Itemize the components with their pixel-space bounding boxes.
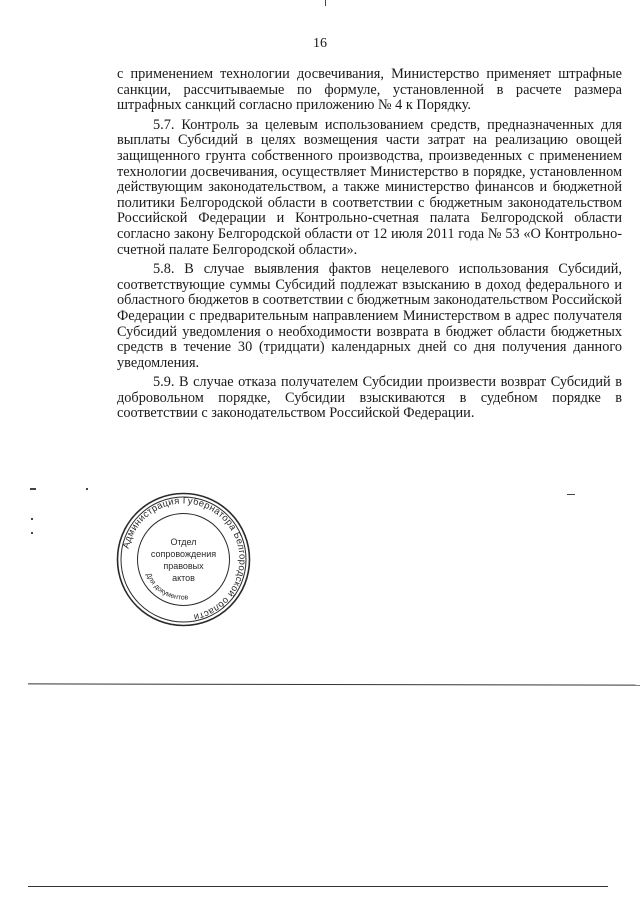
stamp-outer-text: Администрация Губернатора Белгородской области: [119, 494, 249, 624]
document-body: [117, 67, 622, 426]
scan-mark: [30, 488, 36, 490]
stamp-inner-text: Для документов: [144, 572, 189, 602]
stamp-center-line-1: Отдел: [170, 537, 197, 547]
scan-mark: [86, 488, 88, 490]
paragraph-5-8: 5.8. В случае выявления фактов нецелевого использования Субсидий, соответствующие суммы Субсидий подлежат взысканию в доход федерального и областного бюджетов в соответствии с бюджетным законодательством Российской Федерации с предварительным направлением Министерством в адрес получателя Субсидий уведомления о необходимости возврата в бюджет области бюджетных средств в течение 30 (тридцати) календарных дней со дня получения данного уведомления.: [117, 261, 622, 371]
stamp-center-line-2: сопровождения: [150, 549, 217, 559]
paragraph-5-7: 5.7. Контроль за целевым использованием средств, предназначенных для выплаты Субсидий в целях возмещения части затрат на реализацию овощей защищенного грунта собственного производства, произведенных с применением технологии досвечивания, осуществляет Министерство в порядке, установленном действующим законодательством, а также министерство финансов и бюджетной политики Белгородской области в соответствии с бюджетным законодательством Российской Федерации и Контрольно-счетная палата Белгородской области согласно закону Белгородской области от 12 июля 2011 года № 53 «О Контрольно-счетной палате Белгородской области».: [117, 116, 622, 258]
paragraph-5-9: 5.9. В случае отказа получателем Субсидии произвести возврат Субсидий в добровольном порядке, Субсидии взыскиваются в судебном порядке в соответствии с законодательством Российской Федерации.: [117, 374, 622, 422]
scan-mark: [325, 0, 326, 6]
bottom-rule-lower: [28, 886, 608, 887]
stamp-center-line-3: правовых: [163, 561, 204, 571]
stamp-center-line-4: актов: [172, 573, 195, 583]
scan-mark: [31, 532, 33, 534]
scan-mark: [567, 494, 575, 495]
official-stamp: [115, 491, 252, 628]
paragraph-continuation: с применением технологии досвечивания, Министерство применяет штрафные санкции, рассчитываемые по формуле, установленной в расчете размера штрафных санкций согласно приложению № 4 к Порядку.: [117, 66, 622, 114]
bottom-rule-upper: [28, 683, 640, 685]
scan-mark: [31, 518, 33, 520]
stamp-inner-ring: [138, 514, 230, 606]
page-number: 16: [313, 36, 327, 51]
